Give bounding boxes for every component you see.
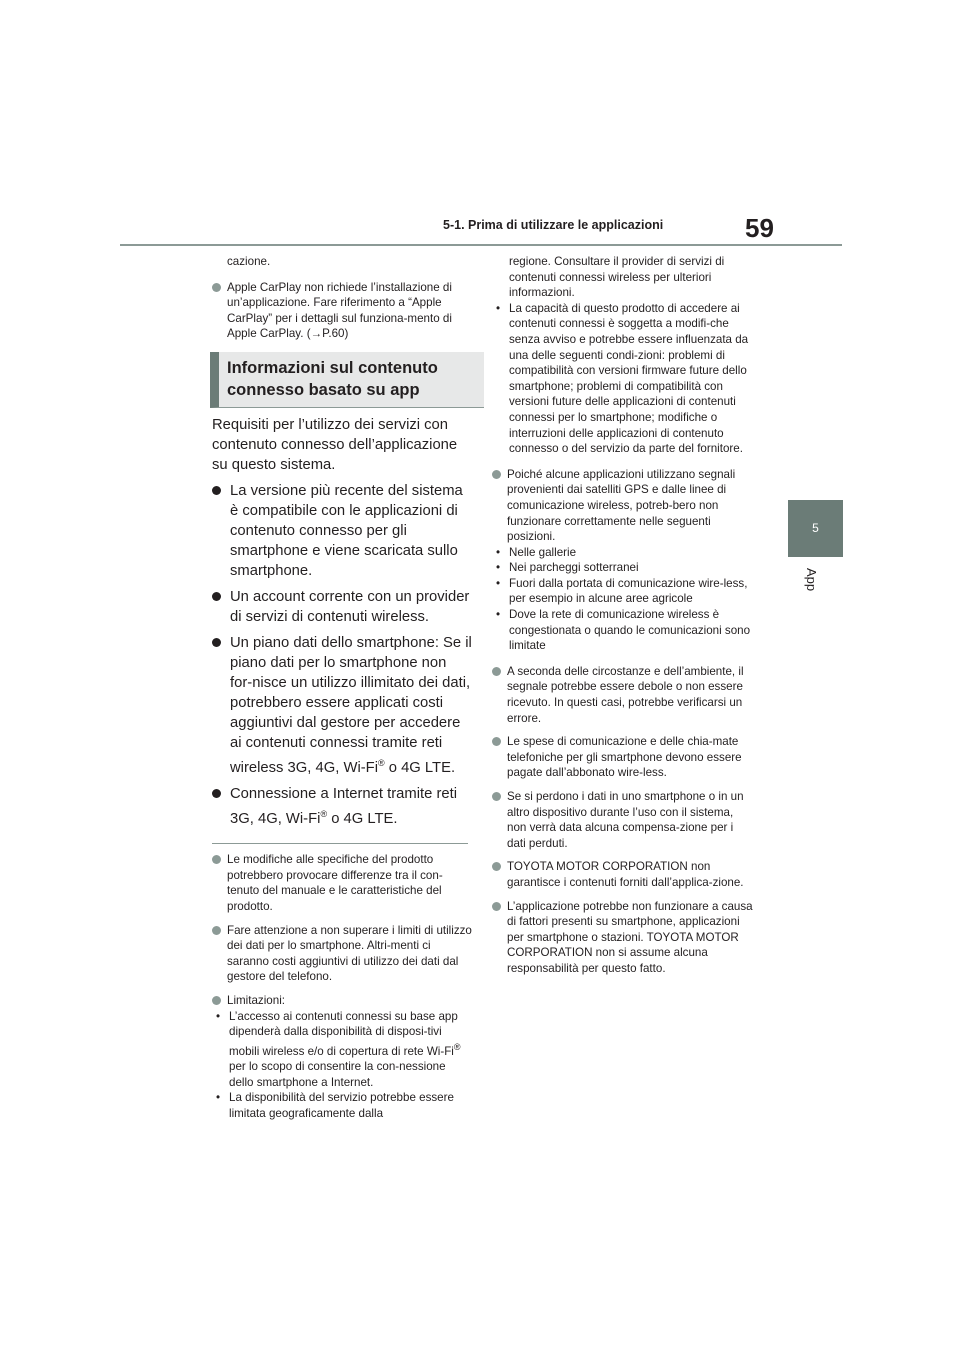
- gps-item: • Dove la rete di comunicazione wireless è congestionata o quando le comunicazioni sono limitate: [496, 608, 751, 653]
- note-app: L’applicazione potrebbe non funzionare a causa di fattori presenti su smartphone, applicazioni per smartphone o stazioni. TOYOTA MOTOR CORPORATION non si assume alcuna responsabilità per questo fatto.: [492, 899, 754, 977]
- right-column: [492, 254, 754, 985]
- bullet-icon: [212, 592, 221, 601]
- bullet-dot-icon: [492, 737, 501, 746]
- note-limiti: Fare attenzione a non superare i limiti di utilizzo dei dati per lo smartphone. Altri-menti ci saranno costi aggiuntivi di utilizzo dei dati dal gestore del telefono.: [212, 923, 472, 985]
- note-toyota: TOYOTA MOTOR CORPORATION non garantisce i contenuti forniti dall’applica-zione.: [492, 859, 754, 890]
- section-heading: Informazioni sul contenuto connesso basato su app: [210, 352, 484, 408]
- note-limitazioni: Limitazioni:: [212, 993, 472, 1009]
- limitation-item: • La disponibilità del servizio potrebbe essere limitata geograficamente dalla: [216, 1091, 454, 1120]
- section-title: 5-1. Prima di utilizzare le applicazioni: [443, 218, 664, 232]
- limitation-item: • La capacità di questo prodotto di accedere ai contenuti connessi è soggetta a modifi-che senza avviso e potrebbe essere influenzata da una delle seguenti condi-zioni: problemi di compatibilità con versioni firmware future dello smartphone; problemi di compatibilità con versioni future delle applicazioni di contenuti connessi per lo smartphone; modifiche o interruzioni delle applicazioni di contenuto connesso o del servizio da parte del fornitore.: [496, 301, 749, 456]
- limitation-item: • L’accesso ai contenuti connessi su base app dipenderà dalla disponibilità di disposi-tivi mobili wireless e/o di copertura di rete Wi-Fi® per lo scopo di consentire la con-nessione dello smartphone a Internet.: [216, 1009, 461, 1089]
- requirement-item: Un piano dati dello smartphone: Se il piano dati per lo smartphone non for-nisce un utilizzo illimitato dei dati, potrebbero essere applicati costi aggiuntivi dal gestore per accedere ai contenuti connessi tramite reti wireless 3G, 4G, Wi-Fi® o 4G LTE.: [212, 633, 472, 778]
- left-column: [212, 254, 472, 1122]
- bullet-dot-icon: [212, 996, 221, 1005]
- requirements-intro: Requisiti per l’utilizzo dei servizi con contenuto connesso dell’applicazione su questo sistema.: [212, 416, 458, 473]
- note-segnale: A seconda delle circostanze e dell’ambiente, il segnale potrebbe essere debole o non essere ricevuto. In questi casi, potrebbe verificarsi un errore.: [492, 664, 754, 726]
- bullet-dot-icon: [212, 283, 221, 292]
- gps-item: • Fuori dalla portata di comunicazione wire-less, per esempio in alcune aree agricole: [496, 576, 748, 606]
- bullet-icon: [212, 486, 221, 495]
- bullet-icon: [212, 638, 221, 647]
- header-rule: [120, 244, 842, 246]
- requirement-item: La versione più recente del sistema è compatibile con le applicazioni di contenuto connesso per gli smartphone e viene scaricata sullo smartphone.: [212, 481, 472, 581]
- divider: [212, 843, 468, 844]
- note-carplay: Apple CarPlay non richiede l’installazione di un’applicazione. Fare riferimento a “Apple CarPlay” per i dettagli sul funziona-mento di Apple CarPlay. (→P.60): [212, 280, 472, 342]
- bullet-dot-icon: [492, 470, 501, 479]
- intro-continued: cazione.: [227, 255, 271, 268]
- bullet-dot-icon: [492, 792, 501, 801]
- note-modifiche: Le modifiche alle specifiche del prodotto potrebbero provocare differenze tra il con-tenuto del manuale e le caratteristiche del prodotto.: [212, 852, 472, 914]
- limitation-continued: regione. Consultare il provider di servizi di contenuti connessi wireless per ulteriori informazioni.: [509, 255, 725, 300]
- bullet-dot-icon: [492, 902, 501, 911]
- requirement-item: Connessione a Internet tramite reti 3G, 4G, Wi-Fi® o 4G LTE.: [212, 784, 472, 829]
- requirement-item: Un account corrente con un provider di servizi di contenuti wireless.: [212, 587, 472, 627]
- chapter-tab: 5: [788, 500, 843, 557]
- note-dati: Se si perdono i dati in uno smartphone o in un altro dispositivo durante l’uso con il sistema, non verrà data alcuna compensa-zione per i dati perduti.: [492, 789, 754, 851]
- bullet-dot-icon: [212, 855, 221, 864]
- note-spese: Le spese di comunicazione e delle chia-mate telefoniche per gli smartphone devono essere pagate dall’abbonato wire-less.: [492, 734, 754, 781]
- gps-item: • Nei parcheggi sotterranei: [496, 561, 639, 575]
- bullet-icon: [212, 789, 221, 798]
- note-gps: Poiché alcune applicazioni utilizzano segnali provenienti dai satelliti GPS e dalle linee di comunicazione wireless, potreb-bero non funzionare correttamente nelle seguenti posizioni.: [492, 467, 754, 545]
- bullet-dot-icon: [492, 862, 501, 871]
- bullet-dot-icon: [212, 926, 221, 935]
- chapter-label: App: [804, 568, 819, 592]
- bullet-dot-icon: [492, 667, 501, 676]
- gps-item: • Nelle gallerie: [496, 545, 577, 559]
- page-number: 59: [745, 213, 774, 243]
